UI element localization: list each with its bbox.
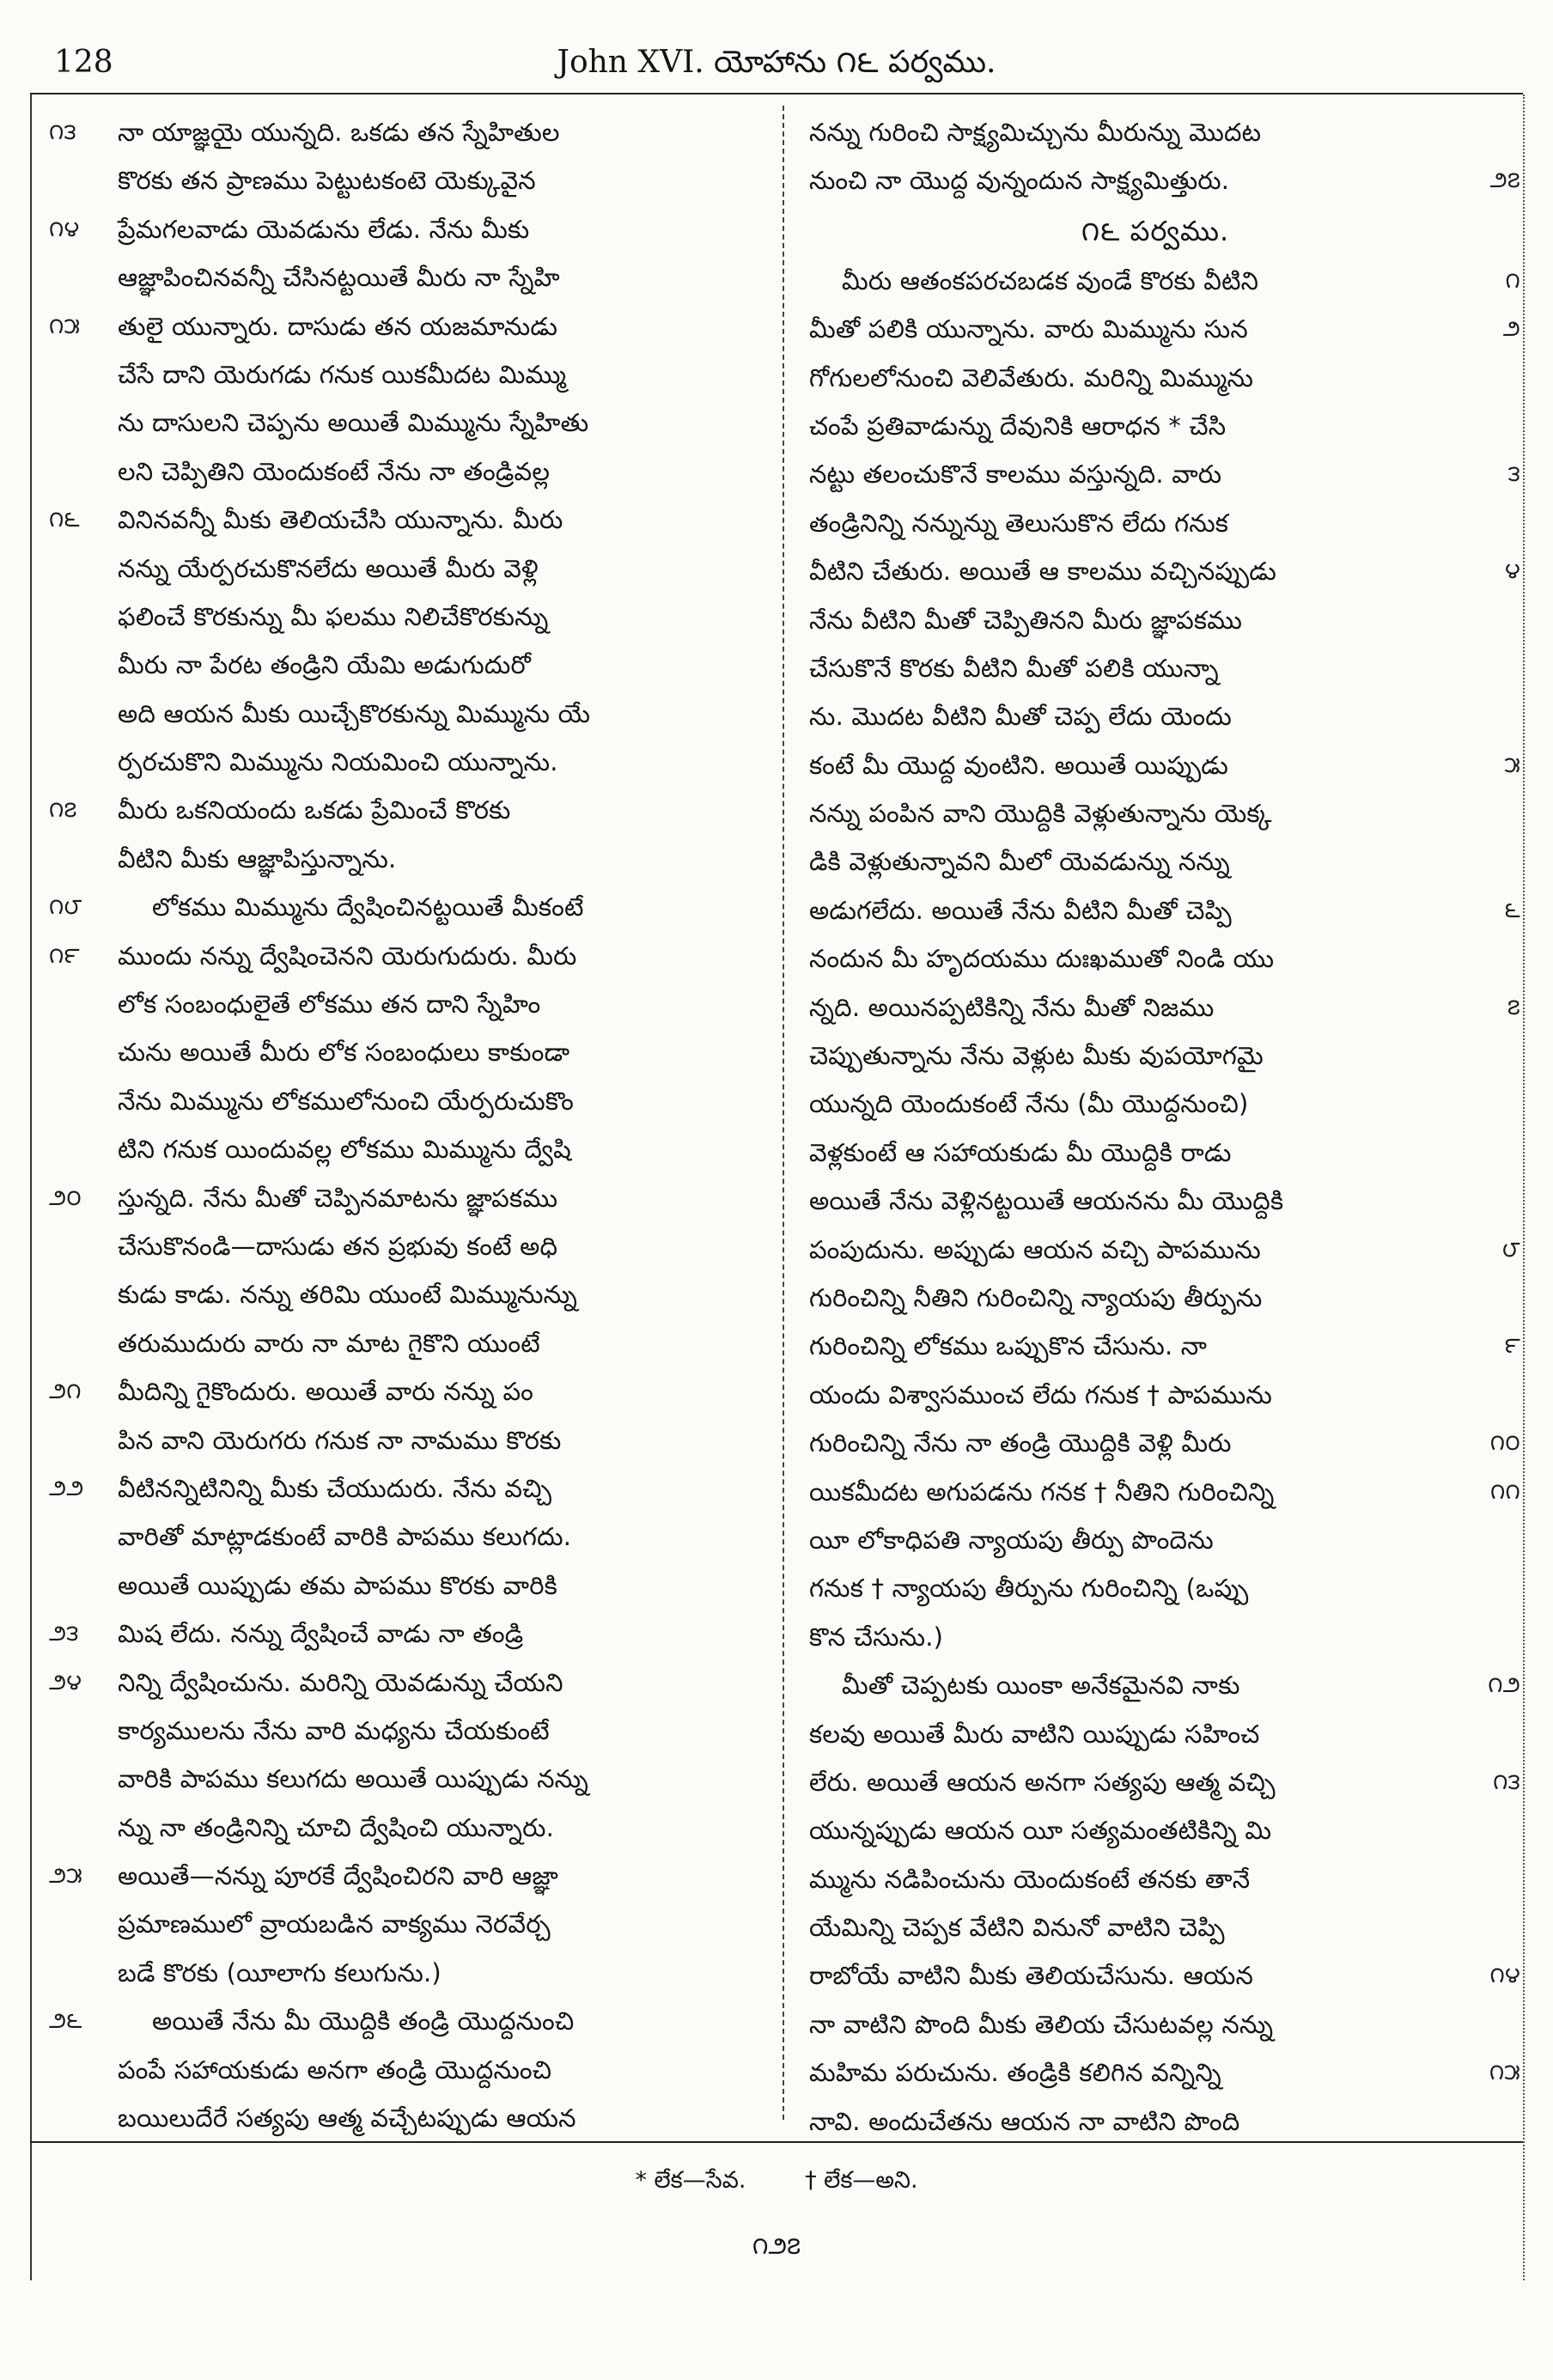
text-line [49,1755,779,1803]
line-text: కొరకు తన ప్రాణము పెట్టుటకంటె యెక్కువైన [118,166,536,196]
line-text: యీ లోకాధిపతి న్యాయపు తీర్పు పొందెను [809,1525,1214,1555]
line-text: చేసుకొనండి—దాసుడు తన ప్రభువు కంటే అధి [118,1231,558,1261]
line-text: ర్పరచుకొని మిమ్మును నియమించి యున్నాను. [118,747,558,777]
text-line [49,2094,779,2142]
text-line [790,2097,1520,2146]
text-line [790,886,1520,934]
line-text: పిన వాని యెరుగరు గనుక నా నామము కొరకు [118,1425,562,1455]
text-line [790,450,1520,498]
text-line [790,499,1520,547]
line-text: కార్యములను నేను వారి మధ్యను చేయకుంటే [118,1715,550,1745]
text-line [49,980,779,1028]
line-text: నన్ను యేర్పరచుకొనలేదు అయితే మీరు వెళ్లి [118,553,539,583]
line-text: లేరు. అయితే ఆయన అనగా సత్యపు ఆత్మ వచ్చి [809,1767,1276,1797]
line-text: లోక సంబంధులైతే లోకము తన దాని స్నేహిం [118,989,541,1020]
text-line [790,402,1520,450]
line-text: వెళ్లకుంటే ఆ సహాయకుడు మీ యొద్దికి రాడు [809,1137,1232,1167]
text-line [49,496,779,544]
line-text: చెప్పుతున్నాను నేను వెళ్లుట మీకు వుపయోగమై [809,1041,1264,1071]
left-column [49,108,779,2133]
text-line [49,399,779,447]
verse-number: ౧౩ [49,119,76,145]
line-text: టిని గనుక యిందువల్ల లోకము మిమ్మును ద్వేషి [118,1135,572,1165]
text-line [790,1419,1520,1467]
text-line [49,205,779,253]
text-line [790,2000,1520,2048]
line-text: న్ను నా తండ్రినిన్ని చూచి ద్వేషించి యున్నారు. [118,1812,554,1842]
line-text: అయితే నేను మీ యొద్దికి తండ్రి యొద్దనుంచి [152,2006,575,2036]
line-text: నన్ను పంపిన వాని యొద్దికి వెళ్లుతున్నాను యెక్క [809,799,1272,829]
text-line [49,883,779,931]
verse-number: ౧౫ [49,313,81,339]
line-text: నావి. అందుచేతను ఆయన నా వాటిని పొంది [809,2106,1240,2136]
text-line [790,1951,1520,2000]
line-text: మీతో చెప్పటకు యింకా అనేకమైనవి నాకు [842,1671,1240,1701]
line-text: యున్నది యెందుకంటే నేను (మీ యొద్దనుంచి) [809,1089,1249,1119]
text-line [49,156,779,204]
text-line [49,593,779,641]
text-line [790,1371,1520,1419]
verse-number: ౨౧ [49,1379,82,1405]
verse-number: ౨౭ [1489,167,1520,194]
text-line [49,1174,779,1222]
line-text: రాబోయే వాటిని మీకు తెలియచేసును. ఆయన [809,1961,1254,1991]
text-line [49,350,779,399]
line-text: లోకము మిమ్మును ద్వేషించినట్టయితే మీకంటే [152,892,584,922]
verse-number: ౬ [1504,897,1520,923]
text-line [49,786,779,834]
text-line [790,156,1520,204]
line-text: మిష లేదు. నన్ను ద్వేషించే వాడు నా తండ్రి [118,1619,524,1649]
text-line [49,1852,779,1900]
text-line [790,1903,1520,1951]
line-text: నేను వీటిని మీతో చెప్పితినని మీరు జ్ఞాపకము [809,605,1243,635]
verse-number: ౧౫ [1489,2060,1520,2086]
line-text: లని చెప్పితిని యెందుకంటే నేను నా తండ్రివల్ల [118,456,551,486]
text-line [790,1129,1520,1177]
line-text: అయితే నేను వెళ్లినట్టయితే ఆయనను మీ యొద్దికి [809,1186,1284,1216]
text-line [49,545,779,593]
text-line [49,1125,779,1173]
line-text: వారితో మాట్లాడకుంటే వారికి పాపము కలుగదు. [118,1522,572,1552]
line-text: అడుగలేదు. అయితే నేను వీటిని మీతో చెప్పి [809,895,1232,925]
line-text: యందు విశ్వాసముంచ లేదు గనుక † పాపమును [809,1379,1273,1409]
text-line [790,1226,1520,1274]
line-text: గురించిన్ని నేను నా తండ్రి యొద్దికి వెళ్లి మీరు [809,1428,1232,1458]
text-line [790,108,1520,156]
line-text: గురించిన్ని నీతిని గురించిన్ని న్యాయపు తీర్పును [809,1282,1263,1312]
verse-number: ౨౬ [49,2008,82,2035]
verse-number: ౧౪ [1489,1963,1520,1989]
text-line [790,934,1520,983]
verse-number: ౧౩ [1493,1768,1520,1795]
text-line [49,738,779,786]
text-line [49,641,779,689]
line-text: నా వాటిని పొంది మీకు తెలియ చేసుటవల్ల నన్ను [809,2009,1274,2039]
line-text: తరుముదురు వారు నా మాట గైకొని యుంటే [118,1328,540,1358]
line-text: యేమిన్ని చెప్పక వేటిని వినునో వాటిని చెప్పి [809,1913,1225,1943]
verse-number: ౧౦ [1489,1430,1520,1457]
text-line [49,1077,779,1125]
verse-number: ౧౨ [1488,1672,1520,1699]
footnote-2: † లేక—అని. [805,2167,918,2194]
text-line [49,1270,779,1318]
verse-number: ౧౭ [49,797,77,824]
line-text: యికమీదట అగుపడను గనక † నీతిని గురించిన్ని [809,1476,1275,1507]
line-text: అయితే యిప్పుడు తమ పాపము కొరకు వారికి [118,1570,557,1600]
verse-number: ౨౩ [49,1621,79,1647]
line-text: నా యాజ్ఞయై యున్నది. ఒకడు తన స్నేహితుల [118,118,560,147]
text-line [49,253,779,301]
line-text: చంపే ప్రతివాడున్ను దేవునికి ఆరాధన * చేసి [809,411,1227,441]
line-text: చేసుకొనే కొరకు వీటిని మీతో పలికి యున్నా [809,653,1219,683]
text-line [49,1028,779,1076]
line-text: నేను మిమ్మును లోకములోనుంచి యేర్పరుచుకొం [118,1086,575,1116]
line-text: అయితే—నన్ను పూరకే ద్వేషించిరని వారి ఆజ్ఞా [118,1861,558,1891]
line-text: ప్రేమగలవాడు యెవడును లేడు. నేను మీకు [118,214,530,244]
text-line [49,1610,779,1658]
verse-number: ౨ [1502,316,1520,343]
text-line [790,354,1520,402]
line-text: నుంచి నా యొద్ద వున్నందున సాక్ష్యమిత్తురు. [809,166,1230,196]
text-line [49,1997,779,2045]
running-header [30,33,1523,94]
page-number: 128 [54,45,113,80]
text-line [790,1322,1520,1370]
text-line [49,1319,779,1367]
line-text: కుడు కాడు. నన్ను తరిమి యుంటే మిమ్మునున్ను [118,1280,577,1310]
line-text: కొన చేసును.) [809,1622,944,1652]
text-line [49,1416,779,1464]
line-text: నన్ను గురించి సాక్ష్యమిచ్చును మీరున్ను మొదట [809,118,1262,147]
footnote-1: * లేక—సేవ. [635,2167,746,2194]
text-line [790,1564,1520,1612]
verse-number: ౧౮ [49,894,82,921]
text-line [49,1222,779,1270]
line-text: మీదిన్ని గైకొందురు. అయితే వారు నన్ను పం [118,1377,534,1407]
text-line [790,1710,1520,1758]
line-text: ను. మొదట వీటిని మీతో చెప్ప లేదు యెందు [809,702,1232,732]
verse-number: ౨౫ [49,1863,82,1890]
text-line [790,837,1520,886]
verse-number: ౧౬ [49,507,80,533]
right-column [790,108,1520,2136]
verse-number: ౨౦ [49,1184,82,1211]
text-line [790,983,1520,1032]
text-line [790,1613,1520,1661]
column-divider [783,106,784,2120]
text-line [790,305,1520,353]
line-text: తులై యున్నారు. దాసుడు తన యజమానుడు [118,311,558,341]
signature-mark: ౧౨౭ [752,2231,801,2260]
verse-number: ౧ [1505,267,1520,294]
text-line [790,1080,1520,1128]
text-line [49,1367,779,1415]
text-line [790,257,1520,305]
line-text: డికి వెళ్లుతున్నావని మీలో యెవడున్ను నన్ను [809,847,1230,877]
line-text: వారికి పాపము కలుగదు అయితే యిప్పుడు నన్ను [118,1764,588,1794]
line-text: మ్మును నడిపించును యెందుకంటే తనకు తానే [809,1864,1251,1894]
text-line [49,302,779,350]
line-text: ప్రమాణములో వ్రాయబడిన వాక్యము నెరవేర్చ [118,1909,551,1939]
line-text: వినినవన్నీ మీకు తెలియచేసి యున్నాను. మీరు [118,505,563,535]
verse-number: ౯ [1504,1333,1520,1360]
line-text: యున్నప్పుడు ఆయన యీ సత్యమంతటికిన్ని మి [809,1816,1272,1846]
line-text: చును అయితే మీరు లోక సంబంధులు కాకుండా [118,1038,570,1068]
line-text: నిన్ని ద్వేషించును. మరిన్ని యెవడున్ను చేయని [118,1667,563,1697]
text-line [790,1855,1520,1903]
text-line [49,2046,779,2094]
line-text: మీరు ఒకనియందు ఒకడు ప్రేమించే కొరకు [118,795,511,825]
line-text: నందున మీ హృదయము దుఃఖముతో నిండి యు [809,944,1275,974]
verse-number: ౧౯ [49,942,80,969]
line-text: నట్టు తలంచుకొనే కాలము వస్తున్నది. వారు [809,460,1222,490]
line-text: ఫలించే కొరకున్ను మీ ఫలము నిలిచేకొరకున్ను [118,601,549,631]
verse-number: ౨౪ [49,1669,82,1695]
line-text: వీటిని మీకు ఆజ్ఞాపిస్తున్నాను. [118,843,397,873]
verse-number: ౫ [1504,752,1520,778]
line-text: చేసే దాని యెరుగడు గనుక యికమీదట మిమ్ము [118,359,567,389]
line-text: గురించిన్ని లోకము ఒప్పుకొన చేసును. నా [809,1331,1208,1361]
text-line [49,1707,779,1755]
line-text: ముందు నన్ను ద్వేషించెనని యెరుగుదురు. మీరు [118,940,577,971]
line-text: అది ఆయన మీకు యిచ్చేకొరకున్ను మిమ్మును యే [118,698,591,728]
line-text: కంటే మీ యొద్ద వుంటిని. అయితే యిప్పుడు [809,750,1228,780]
page [30,33,1523,2347]
text-line [49,447,779,496]
text-line [49,108,779,156]
text-line [790,644,1520,692]
text-line [49,690,779,738]
verse-number: ౨౨ [49,1475,84,1501]
text-line [49,1949,779,1997]
text-line [49,1561,779,1610]
line-text: బడే కొరకు (యీలాగు కలుగును.) [118,1957,442,1987]
line-text: గనుక † న్యాయపు తీర్పును గురించిన్ని (ఒప్పు [809,1573,1249,1604]
text-line [790,1661,1520,1709]
text-line [790,2048,1520,2097]
line-text: స్తున్నది. నేను మీతో చెప్పినమాటను జ్ఞాపకము [118,1183,558,1213]
chapter-heading: ౧౬ పర్వము. [1081,214,1230,247]
line-text: వీటినన్నిటినిన్ని మీకు చేయుదురు. నేను వచ్చి [118,1473,552,1503]
text-line [49,1513,779,1561]
line-text: మహిమ పరుచును. తండ్రికి కలిగిన వన్నిన్ని [809,2058,1221,2088]
line-text: తండ్రినిన్ని నన్నున్ను తెలుసుకొన లేదు గనుక [809,508,1229,538]
running-title: John XVI. యోహాను ౧౬ పర్వము. [557,45,996,80]
text-line [790,789,1520,837]
verse-number: ౪ [1504,558,1520,585]
text-line [790,1032,1520,1080]
line-text: పంపుదును. అప్పుడు ఆయన వచ్చి పాపమును [809,1234,1261,1264]
text-line [790,1516,1520,1564]
text-line [49,1659,779,1707]
verse-number: ౭ [1507,994,1520,1020]
text-line [790,1806,1520,1854]
line-text: బయిలుదేరే సత్యపు ఆత్మ వచ్చేటప్పుడు ఆయన [118,2103,576,2133]
line-text: మీరు నా పేరట తండ్రిని యేమి అడుగుదురో [118,650,532,680]
text-line [49,932,779,980]
line-text: వీటిని చేతురు. అయితే ఆ కాలము వచ్చినప్పుడు [809,557,1277,587]
verse-number: ౧౧ [1490,1478,1520,1505]
text-line [790,741,1520,789]
line-text: మీరు ఆతంకపరచబడక వుండే కొరకు వీటిని [842,265,1259,295]
text-line [49,1464,779,1513]
text-line [49,1900,779,1948]
line-text: పంపే సహాయకుడు అనగా తండ్రి యొద్దనుంచి [118,2054,552,2085]
line-text: మీతో పలికి యున్నాను. వారు మిమ్మును సున [809,314,1248,344]
text-line [790,1274,1520,1322]
line-text: న్నది. అయినప్పటికిన్ని నేను మీతో నిజము [809,992,1215,1022]
text-line [49,835,779,883]
line-text: గోగులలోనుంచి వెలివేతురు. మరిన్ని మిమ్మును [809,362,1254,393]
verse-number: ౩ [1507,461,1520,488]
line-text: ఆజ్ఞాపించినవన్నీ చేసినట్టయితే మీరు నా స్నేహి [118,263,560,293]
text-line [790,1468,1520,1516]
line-text: కలవు అయితే మీరు వాటిని యిప్పుడు సహించ [809,1719,1260,1749]
text-line [790,1177,1520,1225]
text-line [49,1804,779,1852]
text-line [790,1758,1520,1806]
verse-number: ౮ [1501,1236,1520,1263]
line-text: ను దాసులని చెప్పను అయితే మిమ్మును స్నేహితు [118,408,589,438]
text-line [790,547,1520,595]
text-line [790,692,1520,740]
verse-number: ౧౪ [49,216,80,242]
text-line [790,596,1520,644]
footnotes [30,2141,1523,2200]
